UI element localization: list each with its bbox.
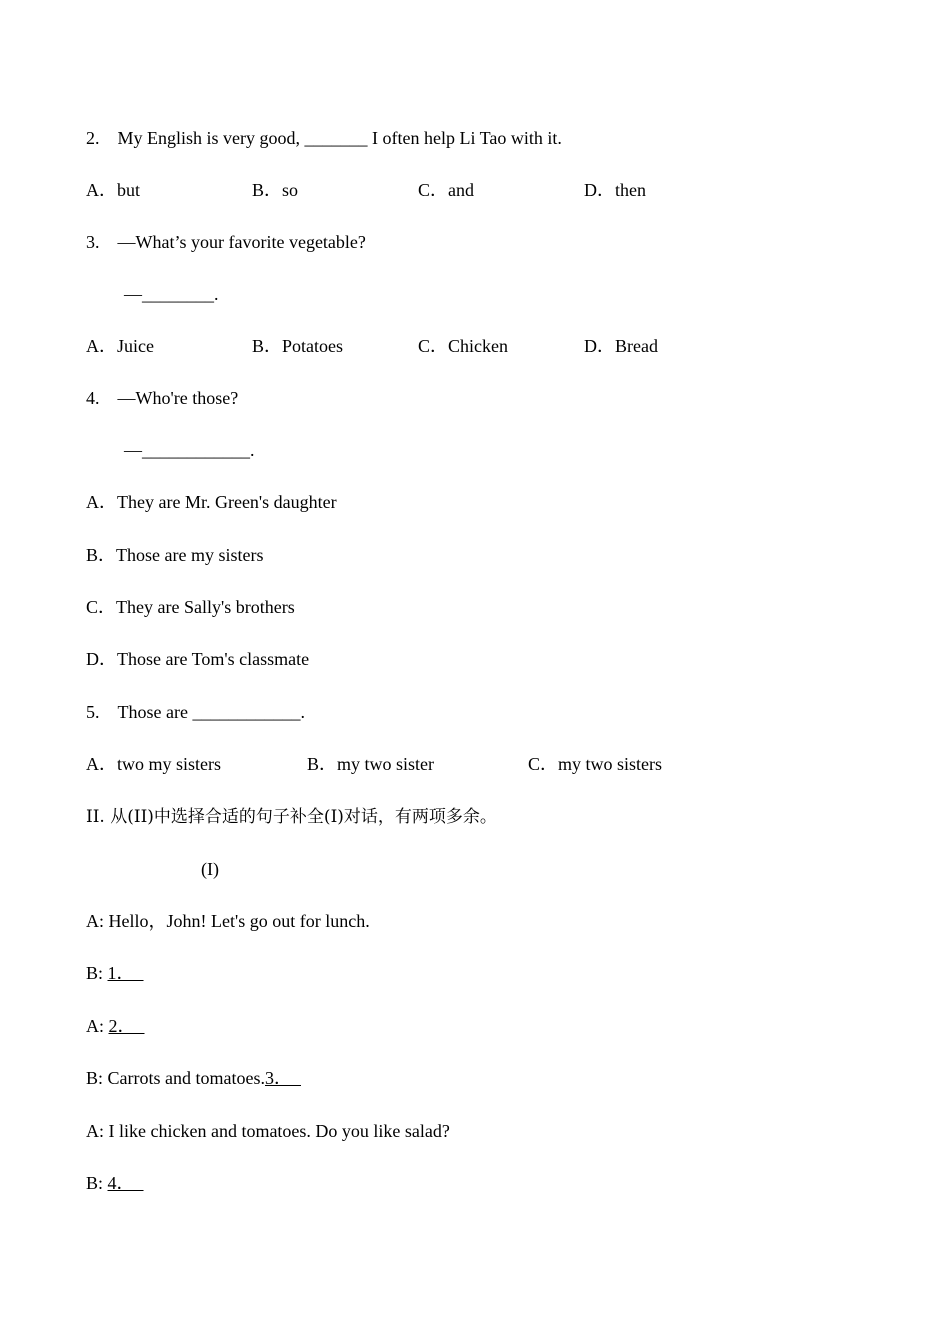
dialogue-text: Hello，John! Let's go out for lunch. [108, 911, 370, 931]
dialogue-text: I like chicken and tomatoes. Do you like salad? [108, 1121, 450, 1141]
q3-option-a: A．Juice [86, 336, 154, 356]
q4-option-b: B．Those are my sisters [86, 545, 264, 565]
speaker: A: [86, 911, 109, 931]
answer-blank-4: 4． [107, 1173, 144, 1193]
question-4-stem: 4. —Who're those? [86, 388, 239, 408]
q3-option-c: C．Chicken [418, 336, 508, 356]
speaker: B: [86, 1068, 108, 1088]
dialogue-line-4 [86, 1067, 301, 1089]
dialogue-line-2 [86, 962, 144, 984]
q5-option-c: C．my two sisters [528, 754, 663, 774]
question-3-answer-line: —________. [124, 284, 219, 304]
question-5-stem: 5. Those are ____________. [86, 702, 305, 722]
q4-option-d: D．Those are Tom's classmate [86, 649, 310, 669]
dialogue-line-3 [86, 1015, 145, 1037]
question-4-answer-line: —____________. [124, 440, 255, 460]
dialogue-line-6 [86, 1172, 144, 1194]
q3-option-b: B．Potatoes [252, 336, 344, 356]
speaker: A: [86, 1121, 109, 1141]
dialogue-text: Carrots and tomatoes. [107, 1068, 265, 1088]
q2-option-c: C．and [418, 180, 474, 200]
dialogue-line-5 [86, 1120, 450, 1142]
section-2-part-label: (I) [201, 859, 219, 879]
q4-option-a: A．They are Mr. Green's daughter [86, 492, 337, 512]
q5-option-b: B．my two sister [307, 754, 435, 774]
section-2-heading: II. 从(II)中选择合适的句子补全(I)对话，有两项多余。 [86, 807, 497, 827]
q2-option-a: A．but [86, 180, 140, 200]
q4-option-c: C．They are Sally's brothers [86, 597, 295, 617]
answer-blank-3: 3． [264, 1068, 301, 1088]
question-2-stem: 2. My English is very good, _______ I often help Li Tao with it. [86, 128, 562, 148]
q3-option-d: D．Bread [584, 336, 658, 356]
q2-option-d: D．then [584, 180, 646, 200]
speaker: A: [86, 1016, 109, 1036]
q5-option-a: A．two my sisters [86, 754, 221, 774]
speaker: B: [86, 1173, 108, 1193]
dialogue-line-1 [86, 910, 370, 932]
answer-blank-2: 2． [108, 1016, 145, 1036]
speaker: B: [86, 963, 108, 983]
q2-option-b: B．so [252, 180, 299, 200]
answer-blank-1: 1． [107, 963, 144, 983]
question-3-stem: 3. —What’s your favorite vegetable? [86, 232, 366, 252]
